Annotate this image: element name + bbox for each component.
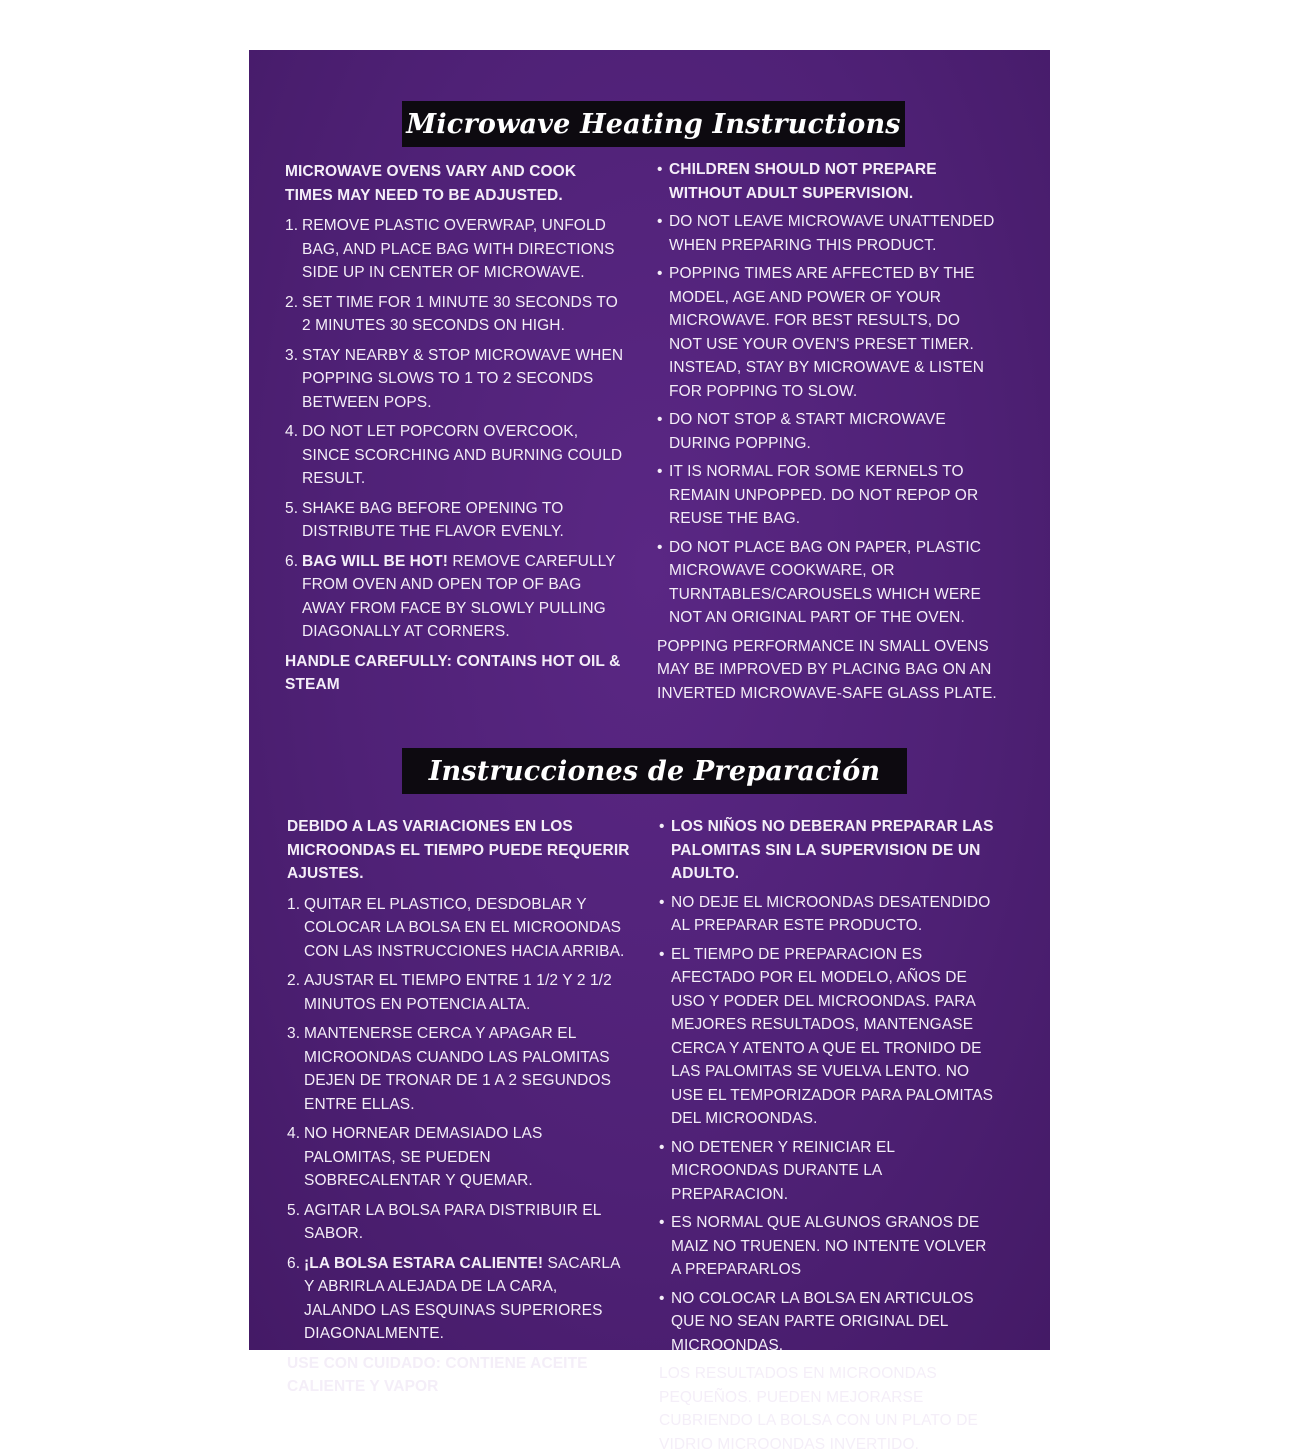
- english-step: [285, 497, 625, 544]
- spanish-bullet: • NO COLOCAR LA BOLSA EN ARTICULOS QUE NO SEAN PARTE ORIGINAL DEL MICROONDAS.: [659, 1289, 974, 1354]
- step-text: NO HORNEAR DEMASIADO LAS PALOMITAS, SE PUEDEN SOBRECALENTAR Y QUEMAR.: [304, 1125, 543, 1189]
- spanish-title: Instrucciones de Preparación: [428, 755, 881, 787]
- english-title: Microwave Heating Instructions: [406, 108, 901, 140]
- english-bullet: • DO NOT LEAVE MICROWAVE UNATTENDED WHEN PREPARING THIS PRODUCT.: [657, 213, 995, 254]
- step-text: SHAKE BAG BEFORE OPENING TO DISTRIBUTE THE FLAVOR EVENLY.: [302, 499, 564, 540]
- step-text: REMOVE PLASTIC OVERWRAP, UNFOLD BAG, AND PLACE BAG WITH DIRECTIONS SIDE UP IN CENTER OF MICROWAVE.: [302, 217, 615, 281]
- step-text: AGITAR LA BOLSA PARA DISTRIBUIR EL SABOR.: [304, 1201, 601, 1242]
- step-number: 1.: [285, 217, 299, 234]
- spanish-bullet: • LOS NIÑOS NO DEBERAN PREPARAR LAS PALOMITAS SIN LA SUPERVISION DE UN ADULTO.: [659, 818, 994, 882]
- step-text: QUITAR EL PLASTICO, DESDOBLAR Y COLOCAR LA BOLSA EN EL MICROONDAS CON LAS INSTRUCCIONES HACIA ARRIBA.: [304, 895, 625, 960]
- spanish-handle-warning: USE CON CUIDADO: CONTIENE ACEITE CALIENTE Y VAPOR: [287, 1354, 588, 1395]
- english-bullet: • IT IS NORMAL FOR SOME KERNELS TO REMAIN UNPOPPED. DO NOT REPOP OR REUSE THE BAG.: [657, 463, 979, 527]
- step-number: 1.: [287, 895, 301, 913]
- english-step: [285, 420, 625, 491]
- spanish-right-column: [659, 815, 999, 1456]
- step-text: SET TIME FOR 1 MINUTE 30 SECONDS TO 2 MINUTES 30 SECONDS ON HIGH.: [302, 293, 618, 334]
- step-number: 2.: [285, 293, 299, 311]
- step-number: 5.: [285, 499, 299, 517]
- spanish-intro: DEBIDO A LAS VARIACIONES EN LOS MICROONDAS EL TIEMPO PUEDE REQUERIR AJUSTES.: [287, 818, 630, 882]
- spanish-step: [287, 1122, 632, 1193]
- spanish-bullets: [659, 815, 999, 1357]
- instructions-panel: [249, 50, 1050, 1453]
- spanish-bullet: • NO DETENER Y REINICIAR EL MICROONDAS DURANTE LA PREPARACION.: [659, 1138, 895, 1203]
- step-text: AJUSTAR EL TIEMPO ENTRE 1 1/2 Y 2 1/2 MINUTOS EN POTENCIA ALTA.: [304, 972, 612, 1013]
- spanish-step: [287, 1199, 632, 1246]
- spanish-bullet: • NO DEJE EL MICROONDAS DESATENDIDO AL PREPARAR ESTE PRODUCTO.: [659, 893, 991, 934]
- english-step: [285, 550, 625, 644]
- english-handle-warning: HANDLE CAREFULLY: CONTAINS HOT OIL & STEAM: [285, 652, 621, 693]
- step-text: DO NOT LET POPCORN OVERCOOK, SINCE SCORCHING AND BURNING COULD RESULT.: [302, 423, 623, 487]
- english-intro: MICROWAVE OVENS VARY AND COOK TIMES MAY NEED TO BE ADJUSTED.: [285, 163, 577, 204]
- spanish-bullet: • EL TIEMPO DE PREPARACION ES AFECTADO POR EL MODELO, AÑOS DE USO Y PODER DEL MICROONDAS. PARA MEJORES RESULTADOS, MANTENGASE CERCA Y ATENTO A QUE EL TRONIDO DE LAS PALOMITAS SE VUELVA LENTO. NO USE EL TEMPORIZADOR PARA PALOMITAS DEL MICROONDAS.: [659, 945, 994, 1127]
- spanish-title-banner: [402, 748, 907, 794]
- english-bullets: [657, 158, 997, 630]
- step-text: ¡LA BOLSA ESTARA CALIENTE! SACARLA Y ABRIRLA ALEJADA DE LA CARA, JALANDO LAS ESQUINAS SUPERIORES DIAGONALMENTE.: [304, 1254, 620, 1342]
- step-number: 4.: [287, 1125, 301, 1142]
- english-step: [285, 214, 625, 285]
- step-text: STAY NEARBY & STOP MICROWAVE WHEN POPPING SLOWS TO 1 TO 2 SECONDS BETWEEN POPS.: [302, 346, 624, 411]
- step-number: 3.: [285, 346, 299, 364]
- step-number: 6.: [287, 1254, 301, 1272]
- step-number: 4.: [285, 423, 299, 440]
- spanish-step: [287, 1252, 632, 1346]
- spanish-closing-note: LOS RESULTADOS EN MICROONDAS PEQUEÑOS. PUEDEN MEJORARSE CUBRIENDO LA BOLSA CON UN PLATO DE VIDRIO MICROONDAS INVERTIDO.: [659, 1365, 978, 1453]
- step-text: BAG WILL BE HOT! REMOVE CAREFULLY FROM OVEN AND OPEN TOP OF BAG AWAY FROM FACE BY SLOWLY PULLING DIAGONALLY AT CORNERS.: [302, 552, 616, 640]
- step-number: 3.: [287, 1025, 301, 1042]
- step-number: 2.: [287, 972, 301, 989]
- english-step: [285, 291, 625, 338]
- english-right-column: [657, 158, 997, 705]
- english-bullet: • POPPING TIMES ARE AFFECTED BY THE MODEL, AGE AND POWER OF YOUR MICROWAVE. FOR BEST RESULTS, DO NOT USE YOUR OVEN'S PRESET TIMER. INSTEAD, STAY BY MICROWAVE & LISTEN FOR POPPING TO SLOW.: [657, 265, 984, 400]
- spanish-steps: [287, 893, 632, 1346]
- english-bullet: • DO NOT PLACE BAG ON PAPER, PLASTIC MICROWAVE COOKWARE, OR TURNTABLES/CAROUSELS WHICH WERE NOT AN ORIGINAL PART OF THE OVEN.: [657, 538, 982, 626]
- step-number: 5.: [287, 1201, 301, 1219]
- english-title-banner: [402, 101, 905, 147]
- english-bullet: • DO NOT STOP & START MICROWAVE DURING POPPING.: [657, 411, 946, 452]
- english-left-column: [285, 160, 625, 704]
- english-closing-note: POPPING PERFORMANCE IN SMALL OVENS MAY BE IMPROVED BY PLACING BAG ON AN INVERTED MICROWAVE-SAFE GLASS PLATE.: [657, 637, 997, 702]
- english-steps: [285, 214, 625, 644]
- spanish-step: [287, 893, 632, 964]
- spanish-step: [287, 969, 632, 1016]
- english-step: [285, 344, 625, 415]
- spanish-step: [287, 1022, 632, 1116]
- english-bullet: • CHILDREN SHOULD NOT PREPARE WITHOUT ADULT SUPERVISION.: [657, 161, 937, 202]
- spanish-left-column: [287, 815, 632, 1406]
- step-number: 6.: [285, 552, 299, 570]
- spanish-bullet: • ES NORMAL QUE ALGUNOS GRANOS DE MAIZ NO TRUENEN. NO INTENTE VOLVER A PREPARARLOS: [659, 1214, 987, 1278]
- step-text: MANTENERSE CERCA Y APAGAR EL MICROONDAS CUANDO LAS PALOMITAS DEJEN DE TRONAR DE 1 A 2 SEGUNDOS ENTRE ELLAS.: [304, 1025, 612, 1113]
